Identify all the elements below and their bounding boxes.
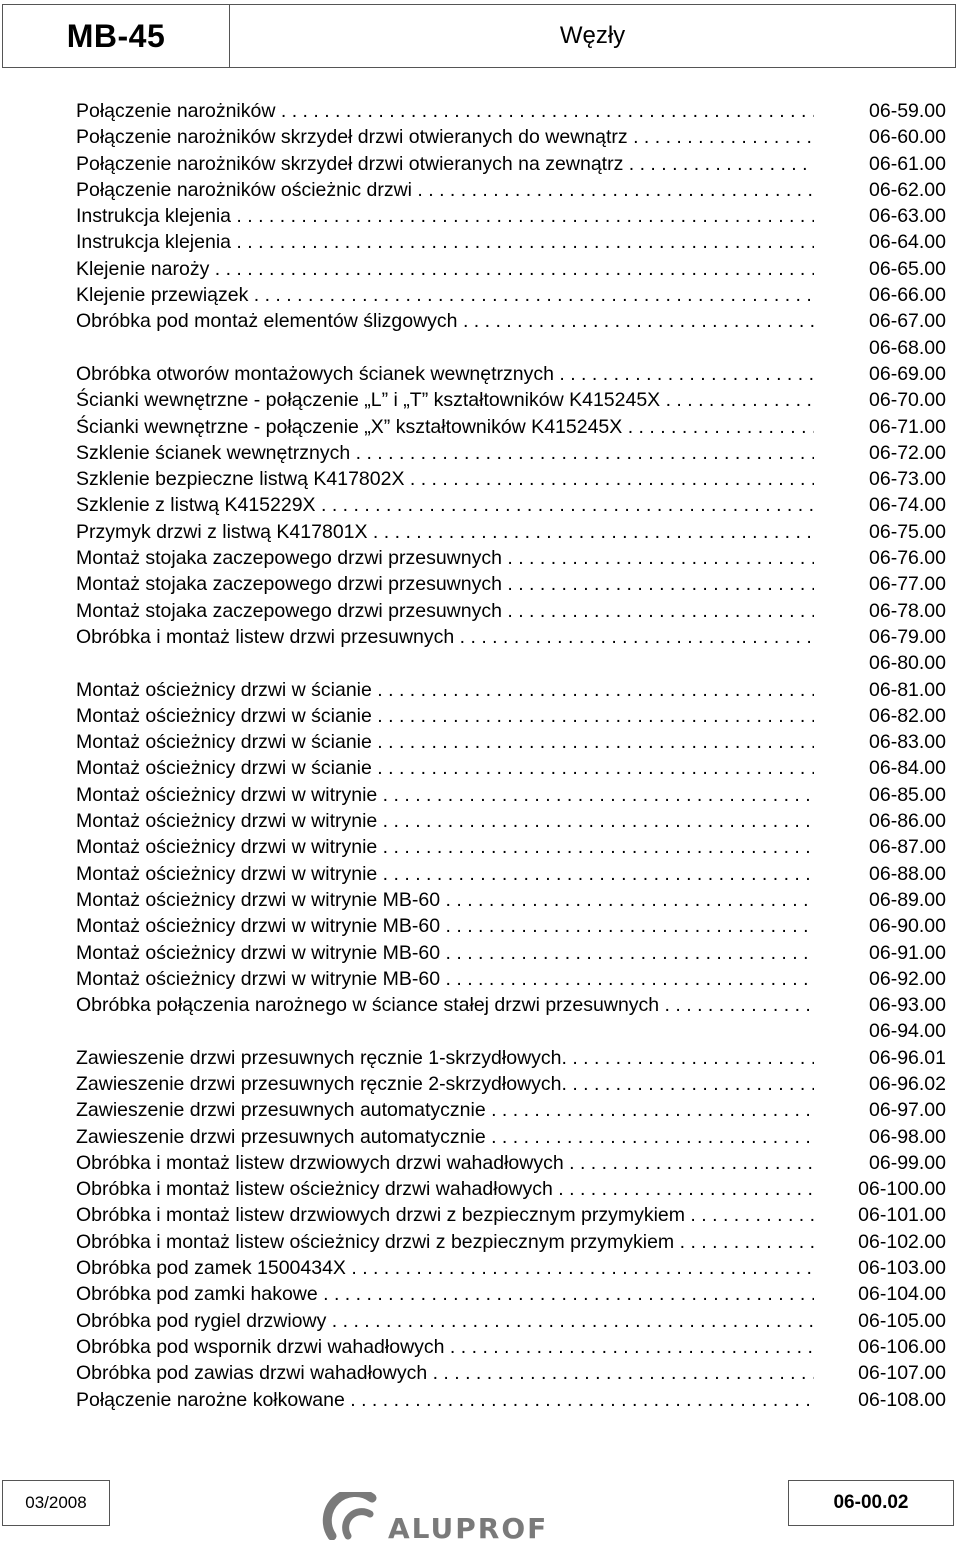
toc-entry-title: Montaż ościeżnicy drzwi w witrynie . . .	[76, 782, 814, 808]
toc-entry-title: Montaż ościeżnicy drzwi w ścianie . . .	[76, 703, 814, 729]
footer-page-code: 06-00.02	[833, 1492, 909, 1513]
toc-entry-page: 06-69.00	[869, 362, 946, 385]
toc-entry-title: Zawieszenie drzwi przesuwnych ręcznie 1-skrzydłowych. . . .	[76, 1045, 814, 1071]
toc-entry-title: Szklenie ścianek wewnętrznych . . .	[76, 440, 814, 466]
toc-entry-page: 06-81.00	[869, 678, 946, 701]
toc-entry	[76, 729, 946, 755]
toc-entry-title: Montaż ościeżnicy drzwi w witrynie MB-60 . . .	[76, 913, 814, 939]
toc-entry	[76, 519, 946, 545]
toc-entry	[76, 492, 946, 518]
toc-entry	[76, 940, 946, 966]
toc-entry-title: Obróbka i montaż listew ościeżnicy drzwi wahadłowych . . .	[76, 1176, 814, 1202]
toc-entry-title: Montaż ościeżnicy drzwi w witrynie MB-60 . . .	[76, 887, 814, 913]
toc-entry	[76, 677, 946, 703]
toc-entry	[76, 808, 946, 834]
toc-entry-page: 06-64.00	[869, 231, 946, 254]
toc-entry-title: Montaż stojaka zaczepowego drzwi przesuwnych . . .	[76, 545, 814, 571]
toc-entry-title: Połączenie narożne kołkowane . . .	[76, 1387, 814, 1413]
toc-entry-page: 06-107.00	[858, 1362, 946, 1385]
toc-entry-title: Klejenie naroży . . .	[76, 256, 814, 282]
toc-entry-title: Połączenie narożników skrzydeł drzwi otwieranych do wewnątrz . . .	[76, 124, 814, 150]
toc-entry-page: 06-70.00	[869, 389, 946, 412]
toc-entry	[76, 1150, 946, 1176]
toc-entry	[76, 782, 946, 808]
toc-entry-title: Obróbka i montaż listew drzwiowych drzwi z bezpiecznym przymykiem . . .	[76, 1202, 814, 1228]
toc-entry-title: Szklenie z listwą K415229X . . .	[76, 492, 814, 518]
toc-entry	[76, 834, 946, 860]
toc-entry-page: 06-79.00	[869, 625, 946, 648]
toc-entry-page: 06-83.00	[869, 731, 946, 754]
toc-entry-page: 06-59.00	[869, 100, 946, 122]
toc-entry	[76, 1308, 946, 1334]
toc-entry-title: Montaż ościeżnicy drzwi w witrynie . . .	[76, 808, 814, 834]
toc-entry-page: 06-65.00	[869, 257, 946, 280]
toc-entry	[76, 1360, 946, 1386]
toc-entry-title: Połączenie narożników ościeżnic drzwi . . .	[76, 177, 814, 203]
toc-entry-page: 06-96.02	[869, 1072, 946, 1095]
toc-entry-page: 06-102.00	[858, 1230, 946, 1253]
toc-entry-page: 06-86.00	[869, 810, 946, 833]
toc-entry	[76, 1229, 946, 1255]
header-title: Węzły	[559, 22, 626, 49]
toc-entry	[76, 1097, 946, 1123]
toc-entry	[76, 1071, 946, 1097]
toc-entry-page: 06-82.00	[869, 704, 946, 727]
logo-wordmark: ALUPROF	[388, 1512, 549, 1545]
toc-entry-title: Ścianki wewnętrzne - połączenie „L” i „T” kształtowników K415245X . . .	[76, 387, 814, 413]
toc-entry	[76, 335, 946, 361]
toc-entry	[76, 992, 946, 1018]
toc-entry	[76, 466, 946, 492]
toc-entry-page: 06-72.00	[869, 441, 946, 464]
toc-entry-title: Obróbka pod zamki hakowe . . .	[76, 1281, 814, 1307]
toc-entry	[76, 151, 946, 177]
toc-entry-page: 06-99.00	[869, 1151, 946, 1174]
toc-entry-page: 06-78.00	[869, 599, 946, 622]
toc-entry-page: 06-106.00	[858, 1335, 946, 1358]
toc-entry	[76, 440, 946, 466]
toc-entry-page: 06-88.00	[869, 862, 946, 885]
toc-entry	[76, 755, 946, 781]
toc-entry	[76, 571, 946, 597]
toc-entry	[76, 861, 946, 887]
toc-entry	[76, 282, 946, 308]
header-code-box	[2, 4, 230, 68]
toc-entry-title: Obróbka i montaż listew drzwi przesuwnych . . .	[76, 624, 814, 650]
toc-entry	[76, 361, 946, 387]
toc-entry	[76, 308, 946, 334]
toc-entry-page: 06-61.00	[869, 152, 946, 175]
toc-entry-page: 06-85.00	[869, 783, 946, 806]
toc-entry-page: 06-89.00	[869, 888, 946, 911]
toc-entry-title: Montaż ościeżnicy drzwi w witrynie MB-60 . . .	[76, 940, 814, 966]
toc-entry-page: 06-100.00	[858, 1178, 946, 1201]
toc-entry-page: 06-74.00	[869, 494, 946, 517]
toc-entry-page: 06-104.00	[858, 1283, 946, 1306]
toc-entry-page: 06-68.00	[869, 336, 946, 359]
toc-entry-page: 06-93.00	[869, 994, 946, 1017]
toc-entry	[76, 387, 946, 413]
toc-entry-page: 06-94.00	[869, 1020, 946, 1043]
toc-entry	[76, 177, 946, 203]
header-code: MB-45	[66, 17, 166, 54]
toc-entry-page: 06-60.00	[869, 126, 946, 149]
toc-entry-page: 06-87.00	[869, 836, 946, 859]
toc-entry	[76, 598, 946, 624]
toc-entry-title: Obróbka otworów montażowych ścianek wewnętrznych . . .	[76, 361, 814, 387]
toc-entry-title: Szklenie bezpieczne listwą K417802X . . .	[76, 466, 814, 492]
toc-entry	[76, 256, 946, 282]
toc-entry	[76, 966, 946, 992]
toc-entry-page: 06-75.00	[869, 520, 946, 543]
toc-entry-page: 06-98.00	[869, 1125, 946, 1148]
footer-date-box	[2, 1480, 110, 1526]
toc-entry	[76, 703, 946, 729]
toc-entry-title: Obróbka pod zamek 1500434X . . .	[76, 1255, 814, 1281]
toc-entry-title: Obróbka pod zawias drzwi wahadłowych . . .	[76, 1360, 814, 1386]
toc-entry	[76, 1045, 946, 1071]
toc-entry	[76, 1387, 946, 1413]
toc-entry-page: 06-73.00	[869, 468, 946, 491]
toc-entry-title: Przymyk drzwi z listwą K417801X . . .	[76, 519, 814, 545]
toc-entry-page: 06-108.00	[858, 1388, 946, 1411]
toc-entry-title: Klejenie przewiązek . . .	[76, 282, 814, 308]
toc-entry-page: 06-71.00	[869, 415, 946, 438]
toc-entry-title: Zawieszenie drzwi przesuwnych ręcznie 2-skrzydłowych. . . .	[76, 1071, 814, 1097]
footer-page-box	[788, 1480, 954, 1526]
toc-entry-title: Montaż ościeżnicy drzwi w witrynie . . .	[76, 861, 814, 887]
toc-entry-title: Obróbka i montaż listew ościeżnicy drzwi z bezpiecznym przymykiem . . .	[76, 1229, 814, 1255]
toc-entry	[76, 414, 946, 440]
toc-entry	[76, 1124, 946, 1150]
toc-entry-title: Montaż stojaka zaczepowego drzwi przesuwnych . . .	[76, 571, 814, 597]
toc-entry-title: Połączenie narożników skrzydeł drzwi otwieranych na zewnątrz . . .	[76, 151, 814, 177]
toc-entry	[76, 650, 946, 676]
toc-entry-title: Instrukcja klejenia . . .	[76, 229, 814, 255]
toc-entry-title: Montaż ościeżnicy drzwi w ścianie . . .	[76, 755, 814, 781]
toc-entry-title: Montaż ościeżnicy drzwi w witrynie MB-60 . . .	[76, 966, 814, 992]
toc-entry-title: Ścianki wewnętrzne - połączenie „X” kształtowników K415245X . . .	[76, 414, 814, 440]
toc-entry-page: 06-80.00	[869, 652, 946, 675]
toc-entry-page: 06-77.00	[869, 573, 946, 596]
toc-entry-title: Zawieszenie drzwi przesuwnych automatycznie . . .	[76, 1124, 814, 1150]
toc-entry-title: Montaż stojaka zaczepowego drzwi przesuwnych . . .	[76, 598, 814, 624]
toc-entry	[76, 124, 946, 150]
header-title-box	[229, 4, 956, 68]
toc-entry-page: 06-96.01	[869, 1046, 946, 1069]
toc-entry	[76, 1281, 946, 1307]
footer-date: 03/2008	[25, 1493, 87, 1512]
toc-entry-page: 06-101.00	[858, 1204, 946, 1227]
toc-entry	[76, 98, 946, 124]
toc-entry	[76, 1018, 946, 1044]
toc-entry-title: Połączenie narożników . . .	[76, 98, 814, 124]
toc-entry-page: 06-62.00	[869, 178, 946, 201]
toc-entry-title: Obróbka i montaż listew drzwiowych drzwi wahadłowych . . .	[76, 1150, 814, 1176]
toc-entry	[76, 545, 946, 571]
toc-entry	[76, 624, 946, 650]
toc-entry-page: 06-97.00	[869, 1099, 946, 1122]
toc-entry	[76, 1334, 946, 1360]
toc-entry-title: Montaż ościeżnicy drzwi w ścianie . . .	[76, 677, 814, 703]
toc-entry-page: 06-66.00	[869, 284, 946, 307]
toc-entry	[76, 913, 946, 939]
toc-entry	[76, 1255, 946, 1281]
toc-entry-page: 06-103.00	[858, 1257, 946, 1280]
toc-entry-page: 06-84.00	[869, 757, 946, 780]
toc-entry	[76, 1202, 946, 1228]
toc-entry-page: 06-76.00	[869, 547, 946, 570]
table-of-contents	[76, 98, 946, 1413]
toc-entry-title: Obróbka pod rygiel drzwiowy . . .	[76, 1308, 814, 1334]
toc-entry-page: 06-105.00	[858, 1309, 946, 1332]
toc-entry-title: Obróbka pod montaż elementów ślizgowych . . .	[76, 308, 814, 334]
toc-entry-title: Montaż ościeżnicy drzwi w witrynie . . .	[76, 834, 814, 860]
toc-entry-title: Obróbka połączenia narożnego w ściance stałej drzwi przesuwnych . . .	[76, 992, 814, 1018]
toc-entry-title: Obróbka pod wspornik drzwi wahadłowych . . .	[76, 1334, 814, 1360]
toc-entry-title: Montaż ościeżnicy drzwi w ścianie . . .	[76, 729, 814, 755]
toc-entry	[76, 229, 946, 255]
toc-entry	[76, 887, 946, 913]
toc-entry-page: 06-92.00	[869, 967, 946, 990]
toc-entry	[76, 203, 946, 229]
toc-entry-page: 06-91.00	[869, 941, 946, 964]
toc-entry-title: Instrukcja klejenia . . .	[76, 203, 814, 229]
toc-entry-page: 06-63.00	[869, 205, 946, 228]
toc-entry-title: Zawieszenie drzwi przesuwnych automatycznie . . .	[76, 1097, 814, 1123]
toc-entry	[76, 1176, 946, 1202]
toc-entry-page: 06-90.00	[869, 915, 946, 938]
toc-entry-page: 06-67.00	[869, 310, 946, 333]
